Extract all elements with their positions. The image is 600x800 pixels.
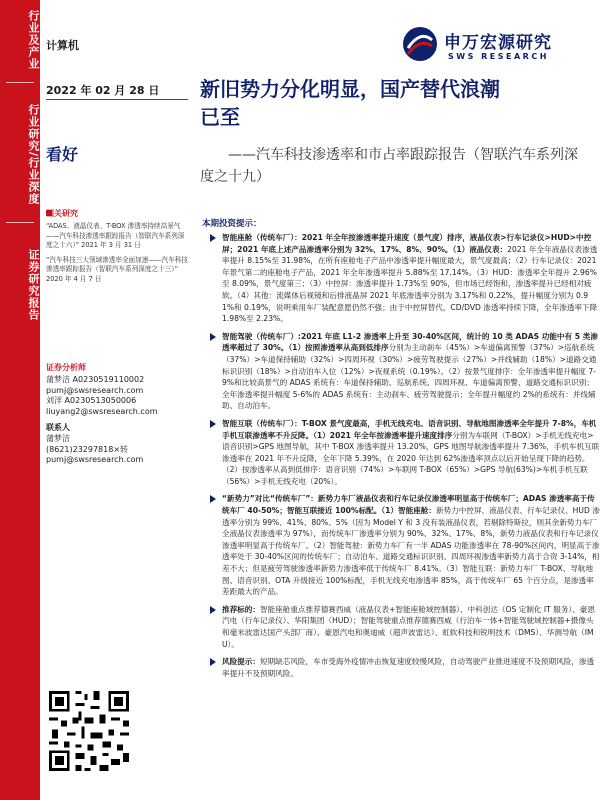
paragraph-lead: 风险提示：: [222, 657, 260, 667]
paragraph-text: 短期缺芯风险，车市受海外疫情冲击恢复速度较慢风险，自动驾驶产业推进速度不及预期风险，渗透率提升不及预期风险。: [222, 657, 595, 678]
summary-paragraph: [210, 331, 600, 412]
summary-paragraph: [210, 418, 600, 488]
section-title: 本期投资提示：: [202, 219, 262, 229]
bullet-icon: [210, 234, 216, 242]
related-item[interactable]: “汽车科技三大领域渗透率全面加速——汽车科技渗透率跟踪报告（智联汽车系列深度之十三）” 2020 年 4 月 7 日: [46, 255, 188, 283]
logo-text-en: SWS RESEARCH: [448, 52, 549, 61]
sidebar-divider: [6, 222, 34, 223]
investment-summary: [210, 232, 600, 800]
report-date: 2022 年 02 月 28 日: [46, 84, 160, 97]
bullet-icon: [210, 333, 216, 341]
bullet-icon: [210, 658, 216, 666]
logo-text-cn: 申万宏源研究: [444, 33, 552, 53]
paragraph-lead: “新势力”对比“传统车厂”：新势力车厂液晶仪表和行车记录仪渗透率明显高于传统车厂；ADAS 渗透率高于传统车厂 40-50%；智能互联接近 100%标配。（1）智能座舱：: [222, 494, 595, 516]
sidebar-divider: [6, 82, 34, 83]
rating: 看好: [46, 145, 79, 164]
paragraph-lead: 智能驾驶（传统车厂）:2021 年底 L1-2 渗透率上升至 30-40%区间，统计的 10 类 ADAS 功能中有 5 类渗透率超过了 30%。（1）按照渗透率从高到低排序: [222, 331, 598, 353]
contact-heading: 联系人: [46, 423, 70, 432]
qr-code-icon: [46, 688, 132, 774]
contact-email[interactable]: pumj@swsresearch.com: [46, 455, 144, 464]
summary-paragraph: [210, 656, 600, 679]
summary-paragraph: [210, 232, 600, 325]
paragraph-lead: 推荐标的：: [222, 604, 260, 614]
report-title: [200, 75, 600, 131]
subtitle-line-2: 度之十九）: [200, 169, 270, 185]
bullet-icon: [210, 420, 216, 428]
paragraph-text: 分别为车联网（T-BOX）>手机无线充电>语音识别>GPS 地图导航，其中 T-BOX 渗透率提升 13.20%，GPS 地图导航渗透率提升 7.36%，手机车机互联渗透率在 2021 年不升反降，全年下降 5.39%，在 2020 年达到 62%渗透率顶点以后开始呈现下降的趋势。（2）按渗透率从高到低排序：语音识别（74%）>车联网 T-BOX（65%）>GPS 导航(63%)>车机手机互联（56%）>手机无线充电（20%）。: [222, 430, 600, 486]
related-list: [46, 222, 188, 290]
analyst-email[interactable]: liuyang2@swsresearch.com: [46, 406, 158, 416]
analyst-heading: 证券分析师: [46, 363, 86, 372]
analyst-email[interactable]: pumj@swsresearch.com: [46, 385, 144, 395]
contact-list: [46, 434, 196, 466]
industry-label: 计算机: [46, 39, 79, 52]
report-subtitle: [200, 144, 600, 188]
analyst-list: [46, 375, 196, 417]
sidebar-tab-industry: 行业及产业: [27, 10, 40, 70]
title-line-2: 已至: [200, 105, 240, 129]
summary-paragraph: [210, 493, 600, 597]
contact-line: 蒲梦洁: [46, 434, 70, 443]
paragraph-text: 新势力中控屏、液晶仪表、行车记录仪、HUD 渗透率分别为 99%、41%、80%、5%（因为 Model Y 和 3 没有装液晶仪表，若剔除特斯拉，则其余新势力车厂全液晶仪表渗透率为 97%），而传统车厂渗透率分别为 90%、32%、17%、8%，新势力液晶仪表和行车记录仪渗透率明显高于传统车厂。（2）智能驾驶：新势力车厂有一半 ADAS 功能渗透率在 78-90%区间内，明显高于渗透率处于 30-40%区间的传统车厂；自动泊车、道路交通标识识别、四周环视渗透率新势力高于合资 3-14%，相差不大；但是疲劳驾驶渗透率新势力渗透率低于传统车厂 8.41%。（3）智能互联：新势力车厂 T-BOX、导航地图、语音识别、OTA 升级接近 100%标配，手机无线充电渗透率 85%，高于传统车厂 65 个百分点，是渗透率差距最大的产品。: [222, 506, 600, 597]
subtitle-line-1: ——汽车科技渗透率和市占率跟踪报告（智联汽车系列深: [228, 147, 578, 163]
analyst-line: 蒲梦洁 A0230519110002: [46, 375, 145, 384]
date-underline: [46, 99, 188, 100]
company-logo: [402, 22, 598, 70]
left-sidebar-band: [0, 0, 40, 800]
paragraph-lead: 智能互联（传统车厂）：T-BOX 景气度最高，手机无线充电、语音识别、导航地图渗透率全年提升 7-8%，车机手机互联渗透率不升反降。（1）2021 年全年按渗透率提升速度排序: [222, 418, 597, 440]
contact-line: (8621)23297818×转: [46, 444, 129, 454]
title-line-1: 新旧势力分化明显，国产替代浪潮: [200, 77, 500, 101]
analyst-line: 刘洋 A0230513050006: [46, 396, 137, 405]
bullet-icon: [210, 606, 216, 614]
sidebar-tab-research-type: 行业研究/行业深度: [27, 104, 40, 206]
bullet-icon: [210, 495, 216, 503]
summary-paragraph: [210, 604, 600, 650]
paragraph-text: 分别为主动刹车（45%）>车道偏离预警（37%）>巡航系统（37%）>车道保持辅助（32%）>四周环视（30%）>疲劳驾驶提示（27%）>并线辅助（18%）>道路交通标识识别（18%）>自动泊车入位（12%）>夜视系统（0.19%）。（2）按景气度排序：全年渗透率提升幅度 7-9%和比较高景气的 ADAS 系统有：车道保持辅助、巡航系统、四周环视、车道偏离预警、道路交通标识识别；全年渗透率提升幅度 5-6%的 ADAS 系统有：主动刹车、疲劳驾驶提示；全年提升幅度约 2%的系统有：并线辅助、自动泊车。: [222, 343, 597, 411]
sws-logo-mark-icon: [402, 26, 438, 62]
sidebar-tab-report-type: 证券研究报告: [27, 249, 40, 321]
related-item[interactable]: “ADAS、液晶仪表、T-BOX 渗透率持续高景气——汽车科技渗透率跟踪报告（智联汽车系列深度之十六）” 2021 年 3 月 31 日: [46, 222, 185, 250]
paragraph-lead: 智能座舱（传统车厂）：2021 年全年按渗透率提升速度（景气度）排序，液晶仪表>行车记录仪>HUD>中控屏；2021 年底上述产品渗透率分别为 32%、17%、8%、90%。（1）液晶仪表：: [222, 233, 592, 254]
paragraph-text: 智能座舱重点推荐德赛西威（液晶仪表+智能座舱域控制器）、中科创达（OS 定制化 IT 服务）、豪恩汽电（行车记录仪）、华阳集团（HUD）；智能驾驶重点推荐德赛西威（行泊车一体+智能驾驶域控制器+摄像头和毫米波雷达国产头部厂商）、豪恩汽电和奥迪威（超声波雷达）、虹软科技和锐明技术（DMS）、华测导航（IMU）。: [222, 604, 595, 649]
related-heading: 相关研究: [46, 209, 78, 218]
paragraph-text: 2021 年全年液晶仪表渗透率提升 8.15%至 31.98%，在所有座舱电子产品中渗透率提升幅度最大，景气度最高；（2）行车记录仪：2021 年景气第二的座舱电子产品，2021 年全年渗透率提升 5.88%至 17.14%。（3）HUD：渗透率全年提升 2.96%至 8.09%，景气度第三；（3）中控屏：渗透率提升 1.73%至 90%，但市场已经饱和，渗透率提升已经相对疲软。（4）其他：流媒体后视镜和后排液晶屏 2021 年底渗透率分别为 3.17%和 0.22%，提升幅度分别为 0.91%和 0.19%，说明乘用车厂装配意愿仍然不强；由于中控屏替代，CD/DVD 渗透率持续下降，全年渗透率下降 1.98%至 2.23%。: [222, 244, 598, 324]
